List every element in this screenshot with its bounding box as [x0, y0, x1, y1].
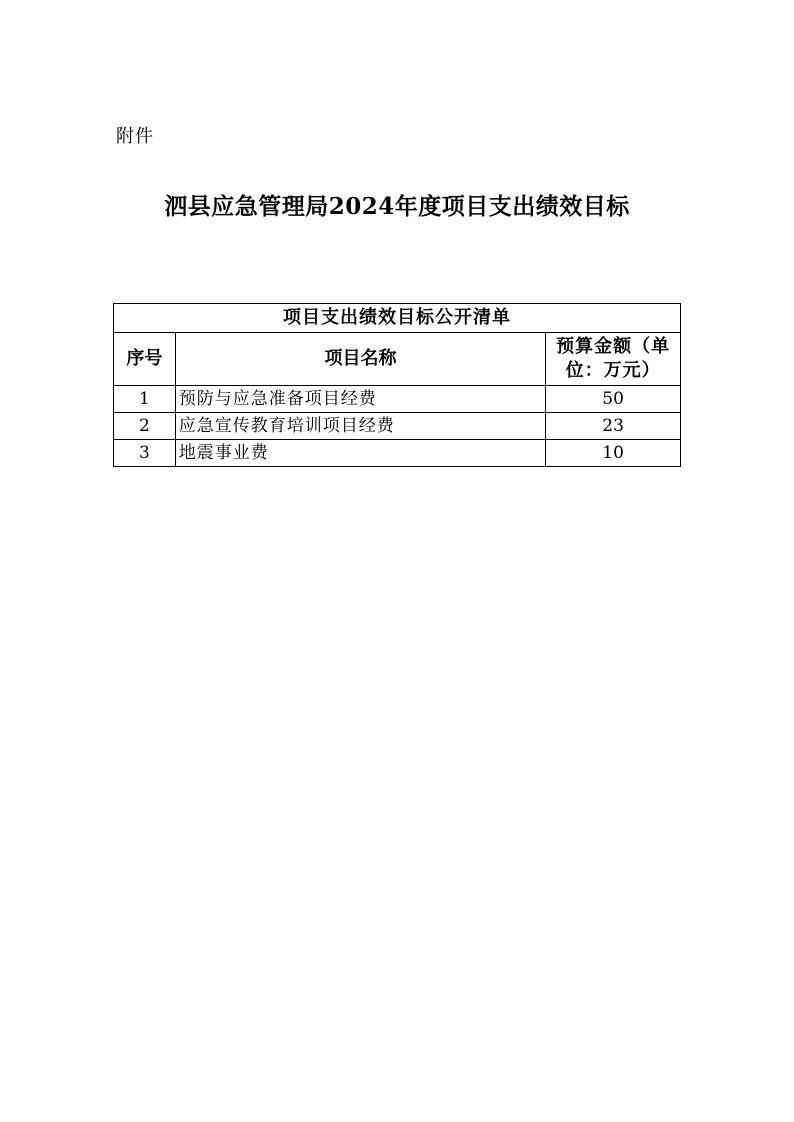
row-budget-amount: 10: [546, 440, 681, 467]
document-title: 泗县应急管理局2024年度项目支出绩效目标: [164, 193, 630, 220]
row-project-name: 预防与应急准备项目经费: [175, 386, 545, 413]
table-row: [114, 440, 681, 467]
performance-target-table: [113, 303, 681, 467]
attachment-label: 附件: [116, 126, 154, 147]
row-project-name: 地震事业费: [175, 440, 545, 467]
row-project-name: 应急宣传教育培训项目经费: [175, 413, 545, 440]
table-caption-row: [114, 304, 681, 333]
row-seq: 3: [114, 440, 176, 467]
row-budget-amount: 50: [546, 386, 681, 413]
header-seq: 序号: [114, 333, 176, 386]
header-budget-amount: 预算金额（单位：万元）: [546, 333, 681, 386]
table-header-row: [114, 333, 681, 386]
header-project-name: 项目名称: [175, 333, 545, 386]
row-seq: 1: [114, 386, 176, 413]
table-row: [114, 413, 681, 440]
table-row: [114, 386, 681, 413]
table-caption: 项目支出绩效目标公开清单: [114, 304, 681, 333]
row-budget-amount: 23: [546, 413, 681, 440]
row-seq: 2: [114, 413, 176, 440]
